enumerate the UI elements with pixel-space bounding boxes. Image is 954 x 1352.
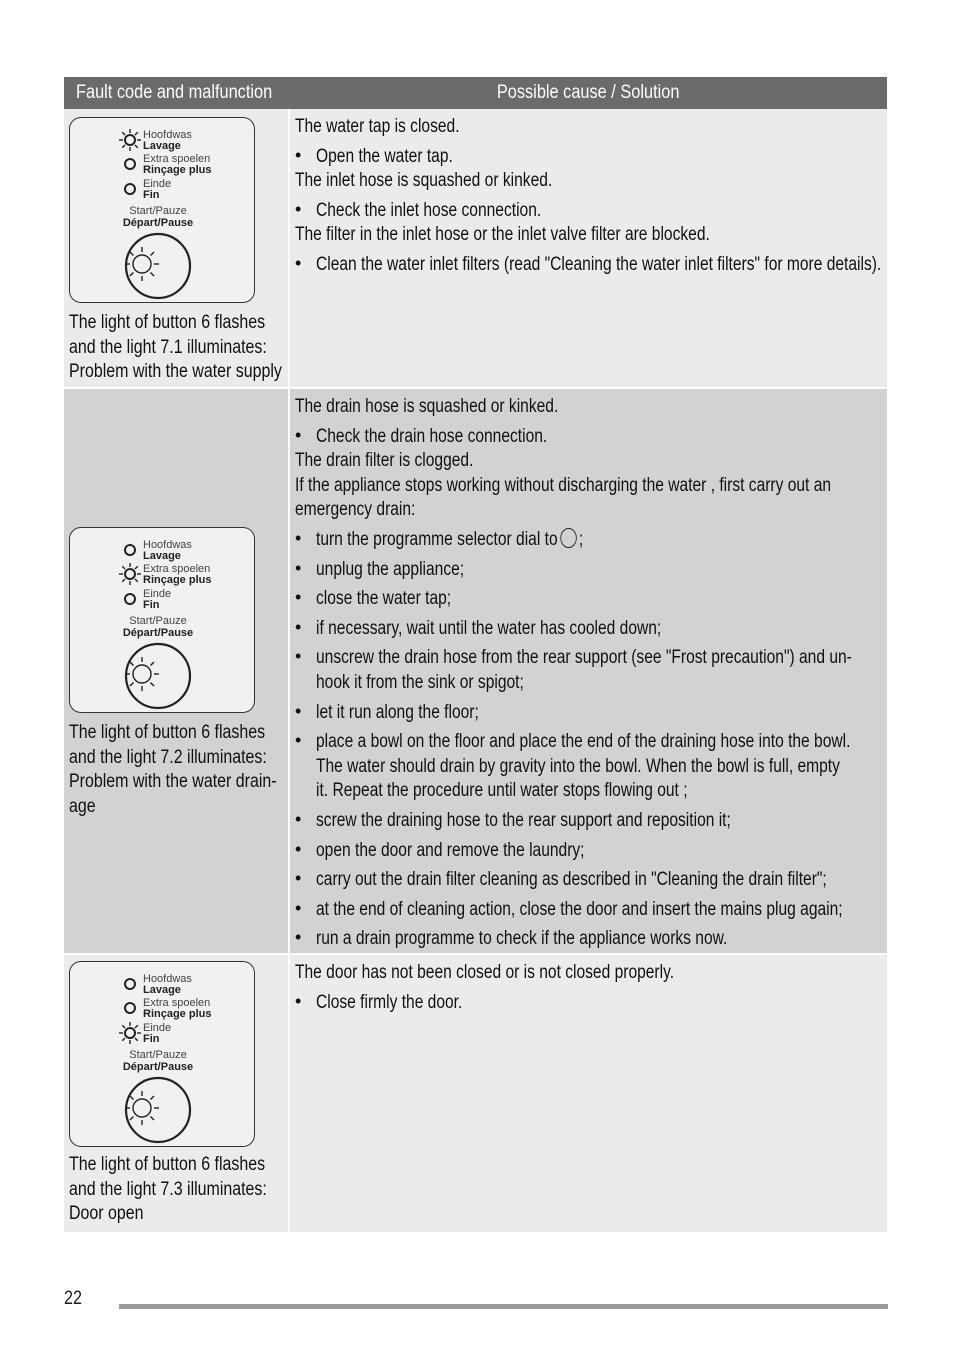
- flash-ray: [150, 1116, 154, 1120]
- flashing-button-light-icon: [133, 665, 151, 683]
- header-possible-cause: Possible cause / Solution: [290, 77, 887, 109]
- fault-cell: [64, 955, 288, 1232]
- fault-caption: [69, 721, 284, 819]
- flash-ray: [130, 252, 134, 256]
- panel-label-fr: Rinçage plus: [143, 1008, 212, 1020]
- caption-line: The light of button 6 flashes: [69, 1154, 266, 1175]
- flashing-indicator-icon: [125, 1028, 135, 1038]
- fault-cell: [64, 109, 288, 387]
- flashing-button-light-icon: [133, 1099, 151, 1117]
- flash-ray: [122, 566, 125, 569]
- solution-content: [295, 115, 885, 278]
- indicator-light-icon: [125, 545, 135, 555]
- fault-caption: [69, 1153, 284, 1227]
- caption-line: The light of button 6 flashes: [69, 722, 266, 743]
- solution-bullet: • Open the water tap.: [295, 145, 885, 170]
- flash-ray: [122, 132, 125, 135]
- flash-ray: [150, 1096, 154, 1100]
- caption-line: and the light 7.2 illuminates:: [69, 746, 267, 768]
- solution-bullet: • close the water tap;: [295, 587, 885, 612]
- page-number: 22: [64, 1288, 82, 1309]
- solution-bullet: • Check the drain hose connection.: [295, 425, 885, 450]
- solution-cell: [290, 389, 887, 953]
- footer-rule: [119, 1304, 888, 1309]
- flash-ray: [122, 145, 125, 148]
- solution-bullet: • carry out the drain filter cleaning as described in "Cleaning the drain filter";: [295, 868, 885, 893]
- flash-ray: [130, 662, 134, 666]
- solution-bullet: • let it run along the floor;: [295, 701, 885, 726]
- flash-ray: [130, 1116, 134, 1120]
- flash-ray: [150, 682, 154, 686]
- panel-label-nl: Extra spoelen: [143, 153, 211, 165]
- control-panel-illustration: [69, 527, 255, 713]
- caption-line: and the light 7.1 illuminates:: [69, 336, 267, 358]
- solution-bullet: • place a bowl on the floor and place the end of the draining hose into the bowl. The water should drain by gravity into the bowl. When the bowl is full, empty it. Repeat the procedure until water stops flowing out ;: [295, 730, 885, 804]
- flashing-button-light-icon: [133, 255, 151, 273]
- flash-ray: [150, 252, 154, 256]
- cause-text: The drain hose is squashed or kinked.: [295, 396, 559, 417]
- panel-label-nl: Hoofdwas: [143, 539, 192, 551]
- panel-label-fr: Fin: [143, 189, 160, 201]
- panel-label-fr: Fin: [143, 599, 160, 611]
- flashing-indicator-icon: [125, 135, 135, 145]
- table-row: [64, 109, 887, 387]
- solution-bullet: • screw the draining hose to the rear support and reposition it;: [295, 809, 885, 834]
- panel-label-nl: Einde: [143, 1022, 172, 1034]
- flash-ray: [135, 1025, 138, 1028]
- panel-label-fr: Lavage: [143, 550, 181, 562]
- solution-content: [295, 395, 885, 952]
- flash-ray: [135, 1038, 138, 1041]
- flash-ray: [135, 132, 138, 135]
- fault-caption: [69, 311, 284, 385]
- start-label-nl: Start/Pauze: [129, 1049, 187, 1061]
- start-label-nl: Start/Pauze: [129, 615, 187, 627]
- panel-label-fr: Rinçage plus: [143, 574, 212, 586]
- caption-line: and the light 7.3 illuminates:: [69, 1178, 267, 1200]
- cause-text: The drain filter is clogged.: [295, 450, 474, 472]
- flashing-indicator-icon: [125, 569, 135, 579]
- solution-bullet: • unplug the appliance;: [295, 558, 885, 583]
- start-pause-button-icon: [126, 1078, 190, 1142]
- panel-label-nl: Einde: [143, 178, 172, 190]
- solution-bullet: • Clean the water inlet filters (read "Cleaning the water inlet filters" for more details).: [295, 253, 885, 278]
- panel-label-nl: Extra spoelen: [143, 997, 211, 1009]
- panel-label-fr: Lavage: [143, 984, 181, 996]
- start-label-fr: Départ/Pause: [122, 1061, 194, 1073]
- indicator-light-icon: [125, 979, 135, 989]
- indicator-light-icon: [125, 594, 135, 604]
- panel-drawing: [70, 118, 256, 304]
- panel-label-fr: Fin: [143, 1033, 160, 1045]
- caption-line: age: [69, 795, 96, 817]
- table-row: [64, 389, 887, 953]
- control-panel-illustration: [69, 117, 255, 303]
- caption-line: The light of button 6 flashes: [69, 312, 266, 333]
- cause-text: The filter in the inlet hose or the inlet valve filter are blocked.: [295, 224, 710, 246]
- panel-label-fr: Rinçage plus: [143, 164, 212, 176]
- panel-label-nl: Hoofdwas: [143, 129, 192, 141]
- flash-ray: [135, 566, 138, 569]
- solution-bullet: • turn the programme selector dial to ;: [295, 528, 885, 553]
- caption-line: Problem with the water supply: [69, 361, 282, 383]
- caption-line: Problem with the water drain-: [69, 771, 277, 793]
- solution-cell: [290, 955, 887, 1232]
- table-row: [64, 955, 887, 1232]
- solution-bullet: • unscrew the drain hose from the rear support (see "Frost precaution") and un- hook it from the sink or spigot;: [295, 646, 885, 695]
- flash-ray: [130, 682, 134, 686]
- flash-ray: [122, 579, 125, 582]
- flash-ray: [122, 1025, 125, 1028]
- fault-cell: [64, 389, 288, 953]
- cause-text: The water tap is closed.: [295, 116, 460, 137]
- start-label-fr: Départ/Pause: [122, 627, 194, 639]
- start-pause-button-icon: [126, 234, 190, 298]
- panel-drawing: [70, 528, 256, 714]
- indicator-light-icon: [125, 1003, 135, 1013]
- caption-line: Door open: [69, 1203, 144, 1225]
- panel-label-fr: Lavage: [143, 140, 181, 152]
- solution-cell: [290, 109, 887, 387]
- solution-bullet: • run a drain programme to check if the appliance works now.: [295, 927, 885, 952]
- flash-ray: [130, 1096, 134, 1100]
- flash-ray: [130, 272, 134, 276]
- panel-drawing: [70, 962, 256, 1148]
- off-position-icon: [560, 528, 576, 548]
- start-label-fr: Départ/Pause: [122, 217, 194, 229]
- solution-bullet: • if necessary, wait until the water has cooled down;: [295, 617, 885, 642]
- panel-label-nl: Hoofdwas: [143, 973, 192, 985]
- solution-bullet: • Close firmly the door.: [295, 991, 885, 1016]
- panel-label-nl: Einde: [143, 588, 172, 600]
- solution-bullet: • open the door and remove the laundry;: [295, 839, 885, 864]
- cause-text: The inlet hose is squashed or kinked.: [295, 170, 553, 192]
- control-panel-illustration: [69, 961, 255, 1147]
- solution-bullet: • at the end of cleaning action, close the door and insert the mains plug again;: [295, 898, 885, 923]
- flash-ray: [150, 272, 154, 276]
- indicator-light-icon: [125, 159, 135, 169]
- cause-text: If the appliance stops working without discharging the water , first carry out an: [295, 474, 832, 496]
- header-fault-code: Fault code and malfunction: [64, 77, 300, 109]
- flash-ray: [135, 145, 138, 148]
- cause-text: emergency drain:: [295, 499, 416, 521]
- solution-bullet: • Check the inlet hose connection.: [295, 199, 885, 224]
- flash-ray: [122, 1038, 125, 1041]
- panel-label-nl: Extra spoelen: [143, 563, 211, 575]
- solution-content: [295, 961, 885, 1015]
- indicator-light-icon: [125, 184, 135, 194]
- start-pause-button-icon: [126, 644, 190, 708]
- cause-text: The door has not been closed or is not closed properly.: [295, 962, 675, 983]
- start-label-nl: Start/Pauze: [129, 205, 187, 217]
- flash-ray: [135, 579, 138, 582]
- flash-ray: [150, 662, 154, 666]
